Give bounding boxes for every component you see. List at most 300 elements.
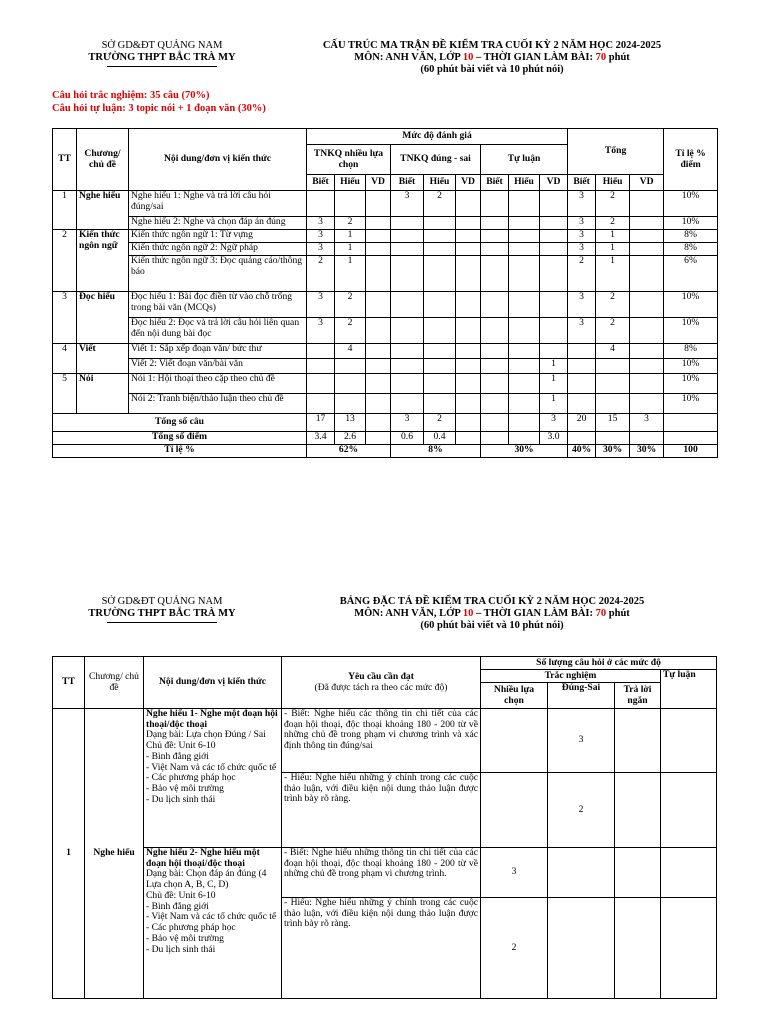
table-row [53,394,718,414]
cell: 3 [307,318,335,344]
row-ratio: 8% [664,243,718,256]
table-row [53,191,718,217]
cell [596,374,630,394]
cell: 3.4 [307,432,335,445]
col-essay: Tự luận [661,670,717,709]
grade-value: 10 [462,52,474,64]
ratio-know: 40% [568,445,596,458]
topic-item: - Bảo vệ môi trường [146,783,224,795]
cell [596,432,630,445]
cell: 3.0 [540,432,568,445]
ratio-mcq: 62% [307,445,391,458]
note-multiple-choice: Câu hỏi trắc nghiệm: 35 câu (70%) [52,90,210,101]
cell [391,374,424,394]
cell [661,898,717,999]
content-type: Dạng bài: Chọn đáp án đúng (4 Lựa chọn A, B, C, D) [146,868,267,891]
level-know: Biết [568,175,596,191]
cell [615,898,661,999]
minutes-value: 70 [595,608,607,620]
topic-item: - Bảo vệ môi trường [146,932,224,944]
cell [481,292,509,318]
row-content: Đọc hiểu 1: Bài đọc điền từ vào chỗ trống trong bài văn (MCQs) [129,292,307,318]
cell: 3 [568,292,596,318]
cell [335,394,366,414]
cell [540,243,568,256]
cell: 3 [540,414,568,432]
cell [509,230,540,243]
matrix-title-block [288,40,696,76]
row-content: Viết 1: Sắp xếp đoạn văn/ bức thư [129,344,307,359]
cell: 0.4 [424,432,456,445]
level-apply: VD [366,175,391,191]
cell [335,374,366,394]
cell [540,217,568,230]
row-tt: 5 [53,374,77,414]
ratio-true-false: 8% [391,445,481,458]
header2-school-block [72,596,252,623]
cell [481,359,509,374]
table-row [53,359,718,374]
row-ratio: 6% [664,256,718,292]
cell [481,344,509,359]
total-points-row [53,432,718,445]
cell [568,344,596,359]
col-true-false: Đúng-Sai [548,683,615,709]
cell: 2 [335,318,366,344]
cell: 1 [335,256,366,292]
cell [481,230,509,243]
cell [366,243,391,256]
row-ratio: 10% [664,374,718,394]
col-total: Tổng [568,129,664,175]
topic-item: - Việt Nam và các tổ chức quốc tế [146,911,277,923]
row-content: Nói 2: Tranh biện/thảo luận theo chủ đề [129,394,307,414]
table-row [53,256,718,292]
table-row [53,230,718,243]
cell [661,709,717,773]
table-row [53,217,718,230]
cell [509,243,540,256]
cell [366,432,391,445]
row-tt: 4 [53,344,77,374]
cell [509,359,540,374]
spec-time-note: (60 phút bài viết và 10 phút nói) [420,620,564,632]
cell [456,394,481,414]
cell [509,217,540,230]
requirement-understand: - Hiểu: Nghe hiểu những ý chính trong các cuộc thảo luận, với điều kiện nội dung thảo luận được trình bày rõ ràng. [282,773,481,848]
cell [366,217,391,230]
row-ratio: 10% [664,318,718,344]
topic-item: - Bình đẳng giới [146,900,209,912]
cell [596,394,630,414]
ratio-label: Tỉ lệ % [53,445,307,458]
cell [424,230,456,243]
cell [307,374,335,394]
cell [366,230,391,243]
cell: 2 [307,256,335,292]
row-chapter: Nghe hiểu [77,191,129,230]
cell [568,394,596,414]
cell [456,191,481,217]
table-row [53,344,718,359]
cell: 2 [568,256,596,292]
level-know: Biết [391,175,424,191]
total-questions-row [53,414,718,432]
col-chapter: Chương/ chủ đề [85,657,144,709]
cell [456,359,481,374]
school-underline [107,66,217,67]
row-content: Nói 1: Hội thoại theo cặp theo chủ đề [129,374,307,394]
cell: 3 [307,243,335,256]
cell [424,256,456,292]
cell [630,432,664,445]
cell [456,344,481,359]
col-tt: TT [53,129,77,191]
level-know: Biết [481,175,509,191]
cell [456,230,481,243]
level-understand: Hiểu [335,175,366,191]
cell [307,359,335,374]
cell [481,374,509,394]
matrix-time-note: (60 phút bài viết và 10 phút nói) [420,64,564,76]
cell [335,359,366,374]
cell [661,848,717,898]
cell [391,344,424,359]
cell [366,374,391,394]
cell [540,292,568,318]
cell [366,359,391,374]
cell [366,256,391,292]
cell: 13 [335,414,366,432]
cell: 1 [335,230,366,243]
level-understand: Hiểu [424,175,456,191]
cell [366,394,391,414]
grade-value: 10 [462,608,474,620]
content-listening-1 [144,709,282,848]
col-content: Nội dung/đơn vị kiến thức [144,657,282,709]
cell [391,243,424,256]
ratio-apply: 30% [630,445,664,458]
row-chapter: Kiến thức ngôn ngữ [77,230,129,292]
level-understand: Hiểu [596,175,630,191]
col-question-count: Số lượng câu hỏi ở các mức độ [481,657,717,670]
cell [366,292,391,318]
cell: 4 [596,344,630,359]
row-content: Nghe hiểu 1: Nghe và trả lời câu hỏi đúng/sai [129,191,307,217]
row-content: Kiến thức ngôn ngữ 1: Từ vựng [129,230,307,243]
row-ratio: 10% [664,359,718,374]
cell [481,217,509,230]
col-requirement [282,657,481,709]
cell [568,374,596,394]
col-short-answer: Trả lời ngắn [615,683,661,709]
cell: 0.6 [391,432,424,445]
row-ratio: 8% [664,230,718,243]
cell [630,191,664,217]
row-content: Viết 2: Viết đoạn văn/bài văn [129,359,307,374]
table-row [53,848,717,898]
count-true-false: 2 [548,773,615,848]
ratio-row [53,445,718,458]
row-tt: 1 [53,191,77,230]
cell [630,292,664,318]
cell [335,191,366,217]
cell [540,344,568,359]
school-name: TRƯỜNG THPT BẮC TRÀ MY [88,608,236,620]
row-chapter: Nói [77,374,129,414]
cell: 20 [568,414,596,432]
cell [661,773,717,848]
row-content: Đọc hiểu 2: Đọc và trả lời câu hỏi liên quan đến nội dung bài đọc [129,318,307,344]
cell [568,359,596,374]
row-ratio: 10% [664,394,718,414]
cell: 2 [335,217,366,230]
table-row [53,709,717,773]
cell: 3 [630,414,664,432]
cell: 1 [596,256,630,292]
cell [391,230,424,243]
cell [424,394,456,414]
cell: 2 [596,217,630,230]
cell: 17 [307,414,335,432]
cell [548,848,615,898]
matrix-body [53,191,718,458]
cell [391,359,424,374]
cell [481,432,509,445]
cell: 3 [568,217,596,230]
cell [456,292,481,318]
cell [540,230,568,243]
cell [481,709,548,773]
col-ratio: Tỉ lệ % điểm [664,129,718,191]
row-ratio: 8% [664,344,718,359]
cell: 2.6 [335,432,366,445]
cell: 1 [540,394,568,414]
cell: 3 [568,318,596,344]
cell: 1 [596,230,630,243]
count-multiple-choice: 3 [481,848,548,898]
cell: 3 [391,414,424,432]
cell [307,394,335,414]
count-multiple-choice: 2 [481,898,548,999]
cell [615,848,661,898]
row-content: Kiến thức ngôn ngữ 2: Ngữ pháp [129,243,307,256]
level-apply: VD [540,175,568,191]
cell [391,318,424,344]
table-row [53,318,718,344]
cell [481,243,509,256]
cell [509,374,540,394]
spec-title: BẢNG ĐẶC TẢ ĐỀ KIỂM TRA CUỐI KỲ 2 NĂM HỌC 2024-2025 [339,596,645,607]
cell [630,243,664,256]
cell: 3 [307,217,335,230]
topic-item: - Việt Nam và các tổ chức quốc tế [146,761,277,773]
requirement-subtitle: (Đã được tách ra theo các mức độ) [314,681,448,693]
count-true-false: 3 [548,709,615,773]
spec-table [52,656,717,999]
cell [630,344,664,359]
cell [630,256,664,292]
row-tt: 2 [53,230,77,292]
row-chapter: Nghe hiểu [85,709,144,999]
content-topic: Chủ đề: Unit 6-10 [146,740,216,752]
cell [664,414,718,432]
cell: 3 [307,292,335,318]
row-chapter: Viết [77,344,129,374]
cell: 2 [424,414,456,432]
matrix-table [52,128,718,458]
col-multiple-choice: Nhiều lựa chọn [481,683,548,709]
cell [366,344,391,359]
requirement-know: - Biết: Nghe hiểu các thông tin chi tiết của các đoạn hội thoại, độc thoại khoảng 180 - 200 từ về những chủ đề trong phạm vi chương trình và xác định thông tin đúng/sai [282,709,481,773]
note-essay: Câu hỏi tự luận: 3 topic nói + 1 đoạn văn (30%) [52,102,266,114]
cell [509,318,540,344]
cell [540,318,568,344]
table-row [53,374,718,394]
cell [568,432,596,445]
cell [391,292,424,318]
cell [509,414,540,432]
cell: 4 [335,344,366,359]
cell [481,191,509,217]
cell [548,898,615,999]
cell [509,292,540,318]
cell [596,359,630,374]
cell: 1 [335,243,366,256]
requirement-title: Yêu cầu cần đạt [348,670,414,682]
cell: 1 [596,243,630,256]
cell [456,414,481,432]
requirement-know: - Biết: Nghe hiểu những thông tin chi tiết của các đoạn hội thoại, độc thoại khoảng 180 - 200 từ về những chủ đề trong phạm vi chương trình. [282,848,481,898]
table-row [53,243,718,256]
cell [481,394,509,414]
cell [630,230,664,243]
total-points-label: Tổng số điểm [53,432,307,445]
ratio-total: 100 [664,445,718,458]
cell: 2 [424,191,456,217]
cell [424,359,456,374]
row-chapter: Đọc hiểu [77,292,129,344]
cell [481,414,509,432]
content-title: Nghe hiểu 2- Nghe hiểu một đoạn hội thoại/độc thoại [146,847,260,869]
minutes-value: 70 [595,52,607,64]
group-essay: Tự luận [481,145,568,175]
cell [391,256,424,292]
matrix-subject-line: MÔN: ANH VĂN, LỚP 10 – THỜI GIAN LÀM BÀI: 70 phút [354,52,630,64]
row-ratio: 10% [664,191,718,217]
group-true-false: TNKQ đúng - sai [391,145,481,175]
requirement-understand: - Hiểu: Nghe hiểu những ý chính trong các cuộc thảo luận, với điều kiện nội dung thảo luận được trình bày rõ ràng. [282,898,481,999]
level-apply: VD [456,175,481,191]
cell: 2 [335,292,366,318]
cell: 2 [596,318,630,344]
row-tt: 1 [53,709,85,999]
cell [456,318,481,344]
cell [424,318,456,344]
cell [509,432,540,445]
cell [366,318,391,344]
level-understand: Hiểu [509,175,540,191]
cell: 2 [596,292,630,318]
cell: 3 [391,191,424,217]
cell [481,318,509,344]
topic-item: - Bình đẳng giới [146,750,209,762]
cell: 1 [540,359,568,374]
spec-subject-line: MÔN: ANH VĂN, LỚP 10 – THỜI GIAN LÀM BÀI: 70 phút [354,608,630,620]
level-apply: VD [630,175,664,191]
cell [424,292,456,318]
content-topic: Chủ đề: Unit 6-10 [146,889,216,901]
col-content: Nội dung/đơn vị kiến thức [129,129,307,191]
topic-item: - Các phương pháp học [146,922,236,934]
school-name: TRƯỜNG THPT BẮC TRÀ MY [88,52,236,64]
row-content: Kiến thức ngôn ngữ 3: Đọc quảng cáo/thông báo [129,256,307,292]
cell [630,374,664,394]
question-notes [52,90,266,115]
cell [391,217,424,230]
content-listening-2 [144,848,282,999]
spec-title-block [288,596,696,632]
cell [615,773,661,848]
col-level: Mức độ đánh giá [307,129,568,145]
row-ratio: 10% [664,217,718,230]
cell [456,374,481,394]
matrix-title: CẤU TRÚC MA TRẬN ĐỀ KIỂM TRA CUỐI KỲ 2 NĂM HỌC 2024-2025 [322,40,662,51]
group-objective: Trắc nghiệm [481,670,661,683]
cell [456,432,481,445]
header1-school-block [72,40,252,67]
cell [509,344,540,359]
cell [391,394,424,414]
topic-item: - Du lịch sinh thái [146,793,216,805]
cell [366,414,391,432]
topic-item: - Các phương pháp học [146,772,236,784]
cell [540,191,568,217]
group-mcq: TNKQ nhiều lựa chọn [307,145,391,175]
cell [509,256,540,292]
cell [424,217,456,230]
cell [509,191,540,217]
cell: 15 [596,414,630,432]
level-know: Biết [307,175,335,191]
cell [540,256,568,292]
col-chapter: Chương/ chủ đề [77,129,129,191]
cell: 3 [568,191,596,217]
cell [307,344,335,359]
row-ratio: 10% [664,292,718,318]
cell [630,318,664,344]
cell: 3 [568,243,596,256]
dept-name: SỞ GD&ĐT QUẢNG NAM [101,596,223,607]
row-content: Nghe hiểu 2: Nghe và chọn đáp án đúng [129,217,307,230]
cell: 1 [540,374,568,394]
cell [630,217,664,230]
content-type: Dạng bài: Lựa chọn Đúng / Sai [146,729,266,741]
content-title: Nghe hiểu 1- Nghe một đoạn hội thoại/độc thoại [146,708,278,730]
topic-item: - Du lịch sinh thái [146,943,216,955]
col-tt: TT [53,657,85,709]
cell: 3 [307,230,335,243]
ratio-understand: 30% [596,445,630,458]
cell [307,191,335,217]
cell [509,394,540,414]
cell [664,432,718,445]
cell: 3 [568,230,596,243]
cell [456,243,481,256]
cell [615,709,661,773]
cell [481,256,509,292]
total-questions-label: Tổng số câu [53,414,307,432]
